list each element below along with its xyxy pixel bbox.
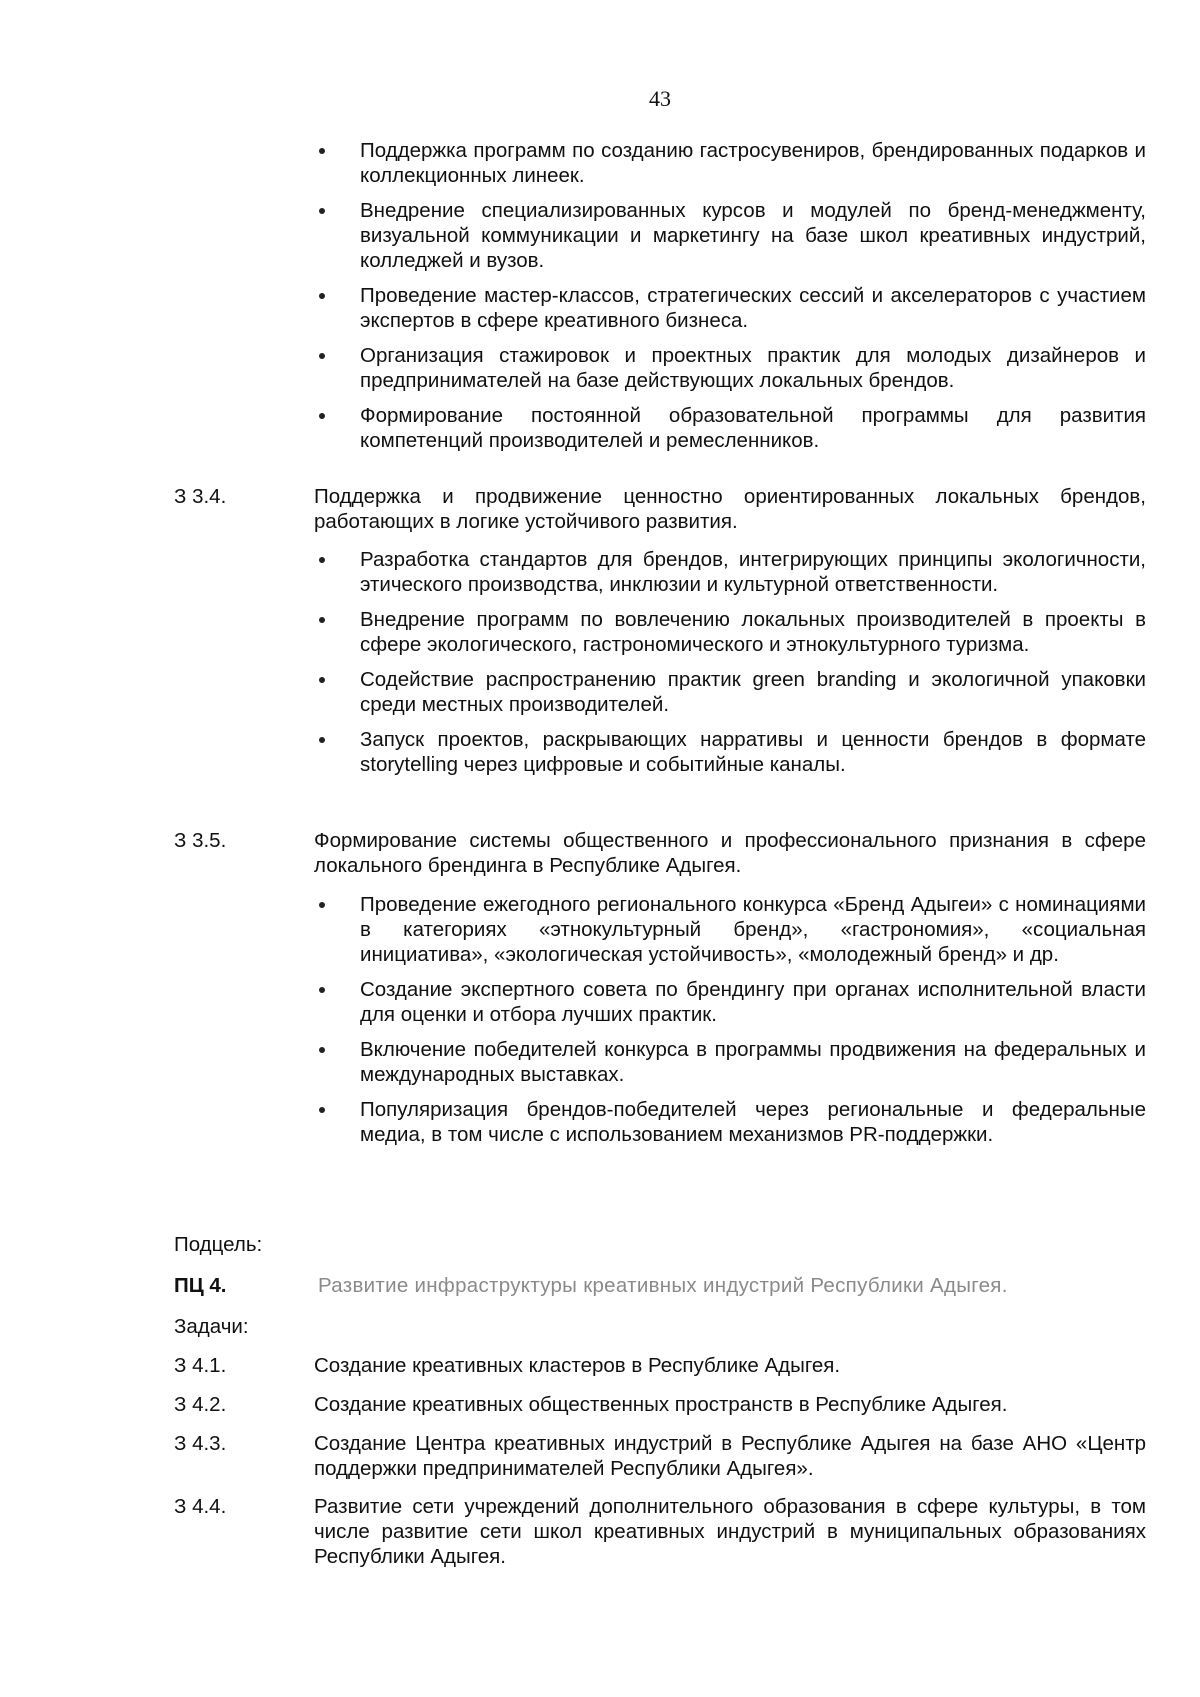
task-text: Создание креативных кластеров в Республике Адыгея.	[314, 1354, 841, 1377]
list-item: Содействие распространению практик green branding и экологичной упаковки среди местных производителей.	[318, 667, 1146, 717]
task-text: Формирование системы общественного и профессионального признания в сфере локального брендинга в Республике Адыгея.	[314, 829, 1146, 877]
top-bullet-list	[318, 138, 1146, 463]
task-3-4	[174, 484, 1146, 534]
task-code: З 4.1.	[174, 1354, 227, 1377]
task-text: Развитие сети учреждений дополнительного образования в сфере культуры, в том числе развитие сети школ креативных индустрий в муниципальных образованиях Республики Адыгея.	[314, 1495, 1146, 1568]
tasks-label: Задачи:	[174, 1315, 249, 1338]
list-item: Создание экспертного совета по брендингу при органах исполнительной власти для оценки и отбора лучших практик.	[318, 977, 1146, 1027]
list-item: Внедрение специализированных курсов и модулей по бренд-менеджменту, визуальной коммуникации и маркетингу на базе школ креативных индустрий, колледжей и вузов.	[318, 198, 1146, 273]
task-4-4	[174, 1494, 1146, 1569]
list-item: Запуск проектов, раскрывающих нарративы и ценности брендов в формате storytelling через цифровые и событийные каналы.	[318, 727, 1146, 777]
list-item: Организация стажировок и проектных практик для молодых дизайнеров и предпринимателей на базе действующих локальных брендов.	[318, 343, 1146, 393]
list-item: Внедрение программ по вовлечению локальных производителей в проекты в сфере экологического, гастрономического и этнокультурного туризма.	[318, 607, 1146, 657]
list-item: Поддержка программ по созданию гастросувениров, брендированных подарков и коллекционных линеек.	[318, 138, 1146, 188]
page-number: 43	[649, 86, 671, 111]
task-4-3	[174, 1431, 1146, 1481]
task-4-2	[174, 1392, 1146, 1417]
task-code: З 4.2.	[174, 1393, 227, 1416]
subgoal-label: Подцель:	[174, 1233, 263, 1256]
task-3-5-bullet-list	[318, 892, 1146, 1157]
task-text: Создание Центра креативных индустрий в Республике Адыгея на базе АНО «Центр поддержки предпринимателей Республики Адыгея».	[314, 1432, 1146, 1480]
task-text: Поддержка и продвижение ценностно ориентированных локальных брендов, работающих в логике устойчивого развития.	[314, 485, 1146, 533]
subgoal-title: Развитие инфраструктуры креативных индустрий Республики Адыгея.	[318, 1274, 1008, 1297]
list-item: Формирование постоянной образовательной программы для развития компетенций производителей и ремесленников.	[318, 403, 1146, 453]
list-item: Включение победителей конкурса в программы продвижения на федеральных и международных выставках.	[318, 1037, 1146, 1087]
list-item: Разработка стандартов для брендов, интегрирующих принципы экологичности, этического производства, инклюзии и культурной ответственности.	[318, 547, 1146, 597]
subgoal-code: ПЦ 4.	[174, 1274, 227, 1297]
task-code: З 4.3.	[174, 1432, 227, 1455]
list-item: Популяризация брендов-победителей через региональные и федеральные медиа, в том числе с использованием механизмов PR-поддержки.	[318, 1097, 1146, 1147]
task-text: Создание креативных общественных пространств в Республике Адыгея.	[314, 1393, 1008, 1416]
task-4-1	[174, 1353, 1146, 1378]
task-code: З 3.5.	[174, 829, 227, 852]
list-item: Проведение мастер-классов, стратегических сессий и акселераторов с участием экспертов в сфере креативного бизнеса.	[318, 283, 1146, 333]
list-item: Проведение ежегодного регионального конкурса «Бренд Адыгеи» с номинациями в категориях «этнокультурный бренд», «гастрономия», «социальная инициатива», «экологическая устойчивость», «молодежный бренд» и др.	[318, 892, 1146, 967]
task-3-4-bullet-list	[318, 547, 1146, 787]
task-code: З 3.4.	[174, 485, 227, 508]
task-3-5	[174, 828, 1146, 878]
task-code: З 4.4.	[174, 1495, 227, 1518]
